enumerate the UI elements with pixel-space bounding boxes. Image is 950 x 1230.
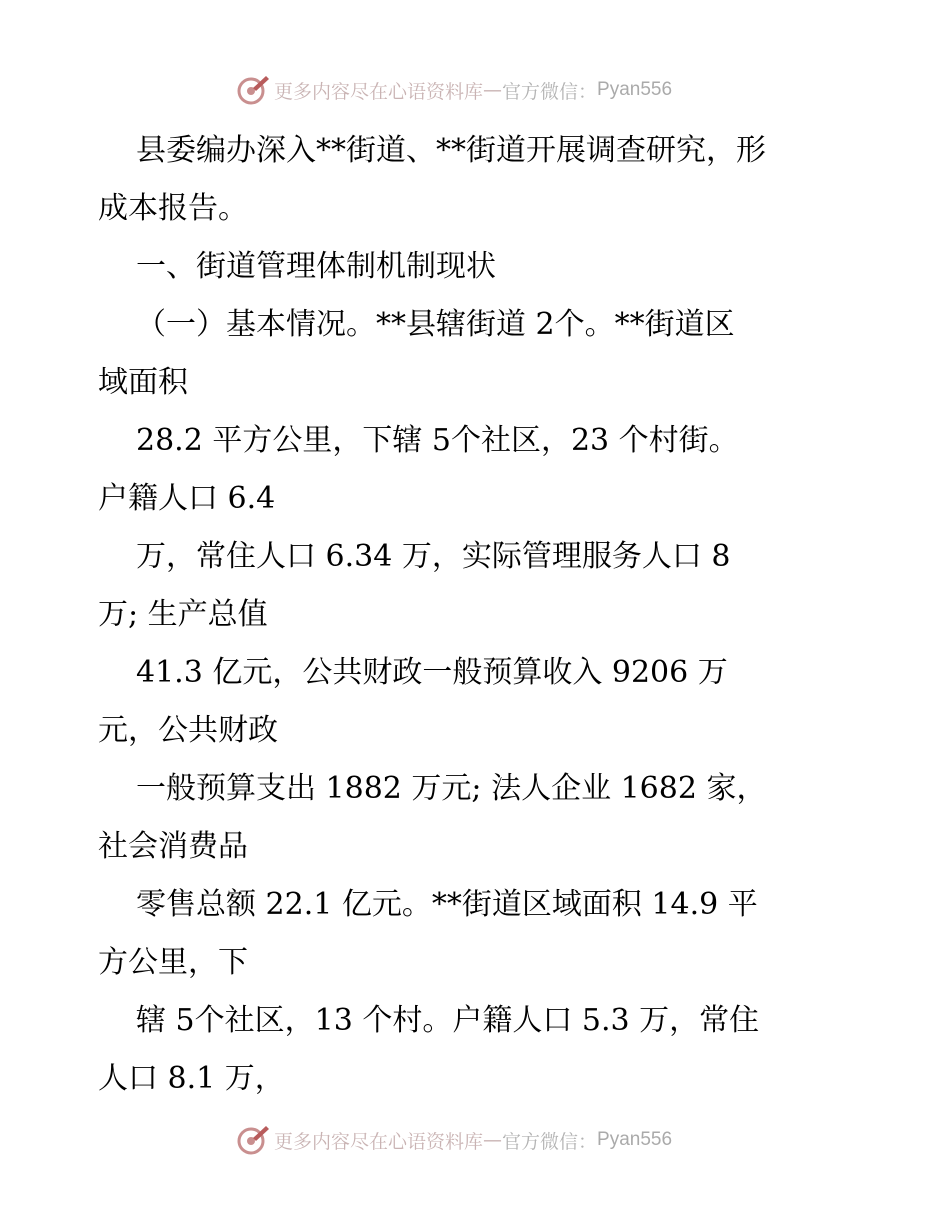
watermark-main-text: 更多内容尽在心语资料库 (274, 1130, 484, 1153)
watermark-id: Pyan556 (597, 1129, 673, 1150)
text-line: 域面积 (98, 365, 188, 400)
text-line: 41.3 亿元，公共财政一般预算收入 9206 万 (136, 655, 728, 690)
text-line: 辖 5个社区，13 个村。户籍人口 5.3 万，常住 (136, 1003, 760, 1038)
text-line: （一）基本情况。**县辖街道 2个。**街道区 (136, 307, 735, 342)
watermark-main-text: 更多内容尽在心语资料库 (274, 80, 484, 103)
body-text (98, 122, 878, 1108)
text-line: 零售总额 22.1 亿元。**街道区域面积 14.9 平 (136, 887, 758, 922)
text-line: 人口 8.1 万， (98, 1061, 285, 1096)
header-watermark (236, 72, 716, 108)
text-line: 万; 生产总值 (98, 597, 268, 632)
footer-watermark (236, 1122, 716, 1158)
text-line: 户籍人口 6.4 (98, 481, 276, 516)
pen-logo-icon (236, 1123, 270, 1157)
watermark-dash: — (483, 1129, 503, 1151)
watermark-dash: — (483, 79, 503, 101)
text-line: 28.2 平方公里，下辖 5个社区，23 个村街。 (136, 423, 739, 458)
watermark-sub-text: 官方微信： (502, 80, 598, 103)
section-heading: 一、街道管理体制机制现状 (136, 249, 496, 284)
watermark-sub-text: 官方微信： (502, 1130, 598, 1153)
watermark-id: Pyan556 (597, 79, 673, 100)
text-line: 万，常住人口 6.34 万，实际管理服务人口 8 (136, 539, 731, 574)
text-line: 一般预算支出 1882 万元; 法人企业 1682 家， (136, 771, 767, 806)
text-line: 元，公共财政 (98, 713, 278, 748)
text-line: 成本报告。 (98, 191, 248, 226)
text-line: 县委编办深入**街道、**街道开展调查研究，形 (136, 133, 766, 168)
text-line: 社会消费品 (98, 829, 248, 864)
pen-logo-icon (236, 73, 270, 107)
text-line: 方公里，下 (98, 945, 248, 980)
